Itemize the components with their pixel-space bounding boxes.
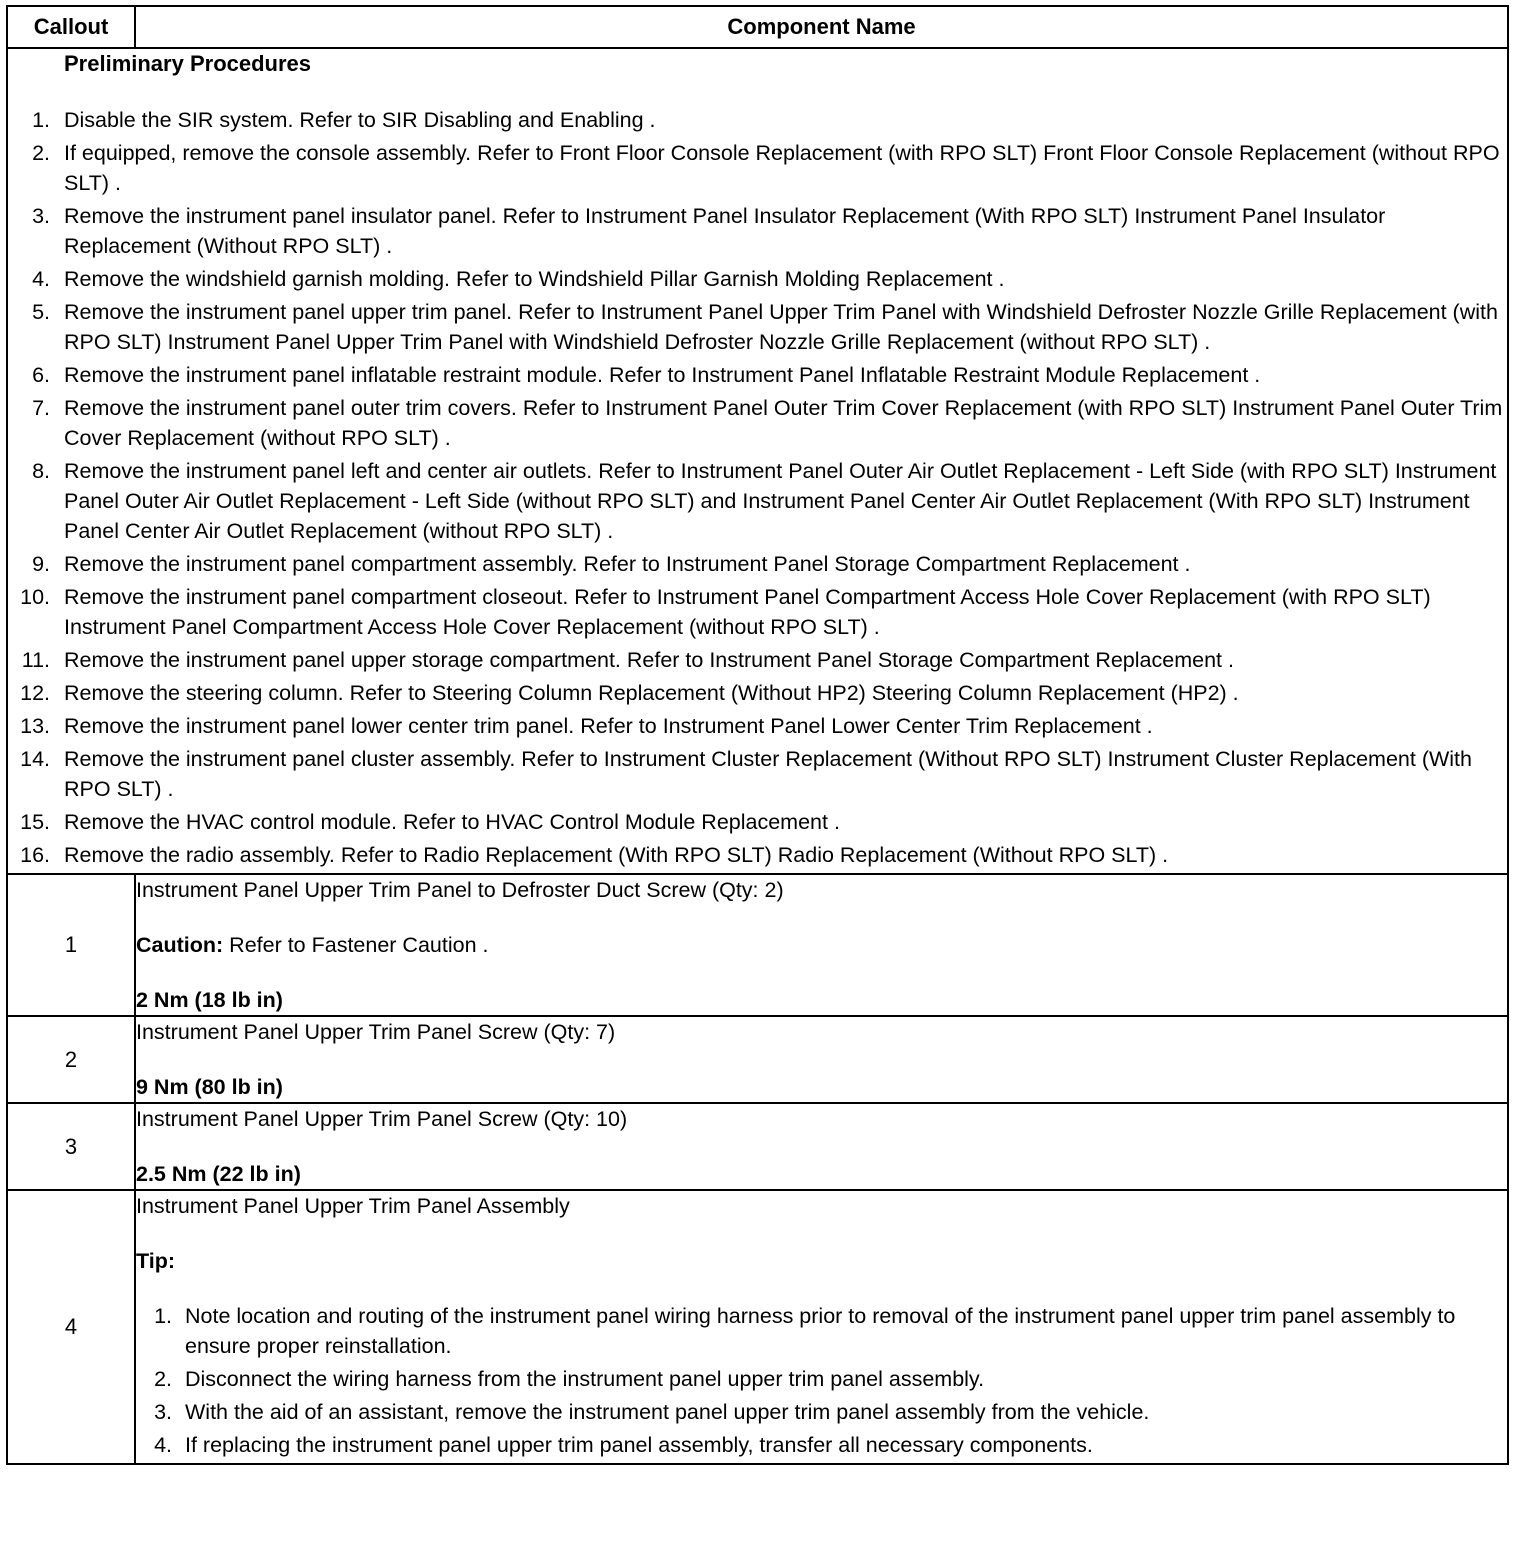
list-item: 11. Remove the instrument panel upper storage compartment. Refer to Instrument Panel Storage Compartment Replacement . [21, 648, 1234, 672]
list-item: 16. Remove the radio assembly. Refer to Radio Replacement (With RPO SLT) Radio Replacement (Without RPO SLT) . [20, 843, 1169, 867]
component-name: Instrument Panel Upper Trim Panel Screw (Qty: 7) [136, 1020, 616, 1044]
list-item: 6. Remove the instrument panel inflatable restraint module. Refer to Instrument Panel Inflatable Restraint Module Replacement . [32, 363, 1261, 387]
list-item: 14. Remove the instrument panel cluster assembly. Refer to Instrument Cluster Replacement (Without RPO SLT) Instrument Cluster Replacement (With RPO SLT) . [20, 747, 1472, 801]
list-item: 5. Remove the instrument panel upper trim panel. Refer to Instrument Panel Upper Trim Panel with Windshield Defroster Nozzle Grille Replacement (with RPO SLT) Instrument Panel Upper Trim Panel with Windshield Defroster Nozzle Grille Replacement (without RPO SLT) . [32, 300, 1498, 354]
component-cell [135, 874, 1508, 1016]
list-item: 2. Disconnect the wiring harness from the instrument panel upper trim panel assembly. [154, 1367, 985, 1391]
list-item: 2. If equipped, remove the console assembly. Refer to Front Floor Console Replacement (with RPO SLT) Front Floor Console Replacement (without RPO SLT) . [32, 141, 1500, 195]
list-item: 10. Remove the instrument panel compartment closeout. Refer to Instrument Panel Compartment Access Hole Cover Replacement (with RPO SLT) Instrument Panel Compartment Access Hole Cover Replacement (without RPO SLT) . [20, 585, 1431, 639]
list-item: 1. Note location and routing of the instrument panel wiring harness prior to removal of the instrument panel upper trim panel assembly to ensure proper reinstallation. [154, 1304, 1456, 1358]
preliminary-steps [8, 105, 1507, 870]
table-row [7, 1103, 1508, 1190]
preliminary-cell [7, 48, 1508, 874]
header-component-name: Component Name [135, 6, 1508, 48]
callout-number: 2 [7, 1016, 135, 1103]
component-cell [135, 1103, 1508, 1190]
callout-number: 1 [7, 874, 135, 1016]
list-item: 12. Remove the steering column. Refer to Steering Column Replacement (Without HP2) Steering Column Replacement (HP2) . [20, 681, 1239, 705]
table-header-row [7, 6, 1508, 48]
caution-note [136, 930, 1507, 960]
table-row [7, 1016, 1508, 1103]
callout-table [6, 5, 1509, 1465]
torque-spec: 2.5 Nm (22 lb in) [136, 1162, 301, 1186]
callout-number: 3 [7, 1103, 135, 1190]
list-item: 15. Remove the HVAC control module. Refer to HVAC Control Module Replacement . [20, 810, 840, 834]
list-item: 3. With the aid of an assistant, remove the instrument panel upper trim panel assembly from the vehicle. [154, 1400, 1150, 1424]
list-item: 13. Remove the instrument panel lower center trim panel. Refer to Instrument Panel Lower Center Trim Replacement . [20, 714, 1153, 738]
list-item: 3. Remove the instrument panel insulator panel. Refer to Instrument Panel Insulator Replacement (With RPO SLT) Instrument Panel Insulator Replacement (Without RPO SLT) . [32, 204, 1386, 258]
list-item: 4. Remove the windshield garnish molding. Refer to Windshield Pillar Garnish Molding Replacement . [32, 267, 1005, 291]
torque-spec: 2 Nm (18 lb in) [136, 988, 283, 1012]
caution-label: Caution: [136, 933, 224, 957]
component-cell [135, 1190, 1508, 1464]
torque-spec: 9 Nm (80 lb in) [136, 1075, 283, 1099]
component-name: Instrument Panel Upper Trim Panel Screw (Qty: 10) [136, 1107, 628, 1131]
tip-label: Tip: [136, 1249, 176, 1273]
preliminary-row [7, 48, 1508, 874]
callout-number: 4 [7, 1190, 135, 1464]
component-name: Instrument Panel Upper Trim Panel to Defroster Duct Screw (Qty: 2) [136, 878, 784, 902]
list-item: 4. If replacing the instrument panel upper trim panel assembly, transfer all necessary components. [154, 1433, 1093, 1457]
component-cell [135, 1016, 1508, 1103]
table-row [7, 1190, 1508, 1464]
document-page [6, 5, 1507, 1465]
caution-text: Refer to Fastener Caution . [223, 933, 489, 957]
header-callout: Callout [7, 6, 135, 48]
list-item: 8. Remove the instrument panel left and center air outlets. Refer to Instrument Panel Outer Air Outlet Replacement - Left Side (with RPO SLT) Instrument Panel Outer Air Outlet Replacement - Left Side (without RPO SLT) and Instrument Panel Center Air Outlet Replacement (With RPO SLT) Instrument Panel Center Air Outlet Replacement (without RPO SLT) . [32, 459, 1497, 543]
table-row [7, 874, 1508, 1016]
list-item: 9. Remove the instrument panel compartment assembly. Refer to Instrument Panel Storage Compartment Replacement . [32, 552, 1191, 576]
component-name: Instrument Panel Upper Trim Panel Assembly [136, 1194, 570, 1218]
list-item: 1. Disable the SIR system. Refer to SIR Disabling and Enabling . [32, 108, 656, 132]
preliminary-title: Preliminary Procedures [64, 51, 312, 76]
list-item: 7. Remove the instrument panel outer trim covers. Refer to Instrument Panel Outer Trim Cover Replacement (with RPO SLT) Instrument Panel Outer Trim Cover Replacement (without RPO SLT) . [32, 396, 1503, 450]
tip-list [136, 1301, 1507, 1460]
